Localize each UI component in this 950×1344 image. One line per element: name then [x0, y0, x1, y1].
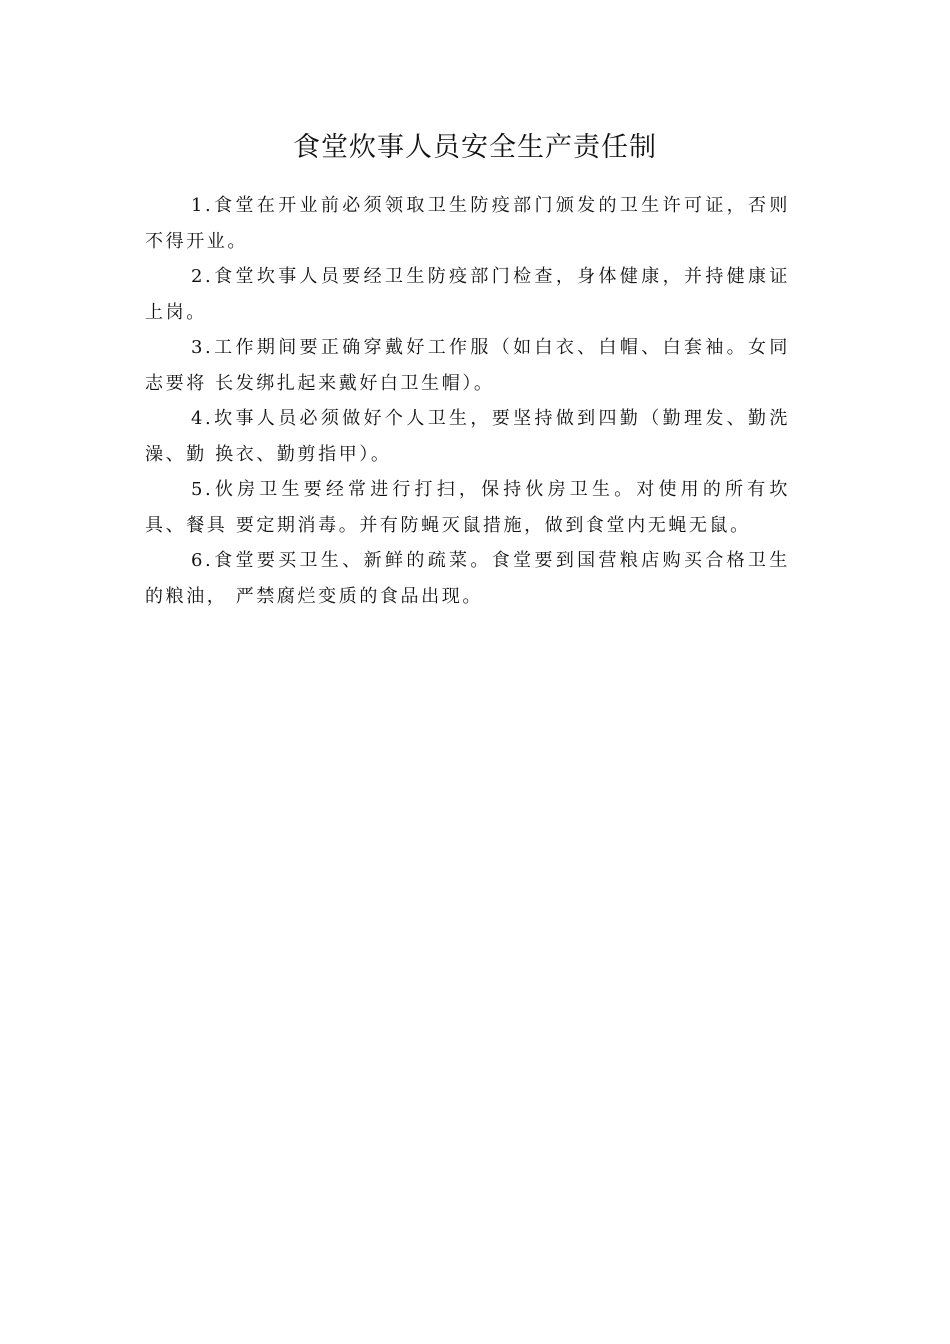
document-body — [145, 188, 790, 614]
document-title: 食堂炊事人员安全生产责任制 — [293, 132, 657, 163]
paragraph-5: 5.伙房卫生要经常进行打扫，保持伙房卫生。对使用的所有坎具、餐具 要定期消毒。并有防蝇灭鼠措施，做到食堂内无蝇无鼠。 — [145, 479, 790, 536]
paragraph-6: 6.食堂要买卫生、新鲜的疏菜。食堂要到国营粮店购买合格卫生的粮油， 严禁腐烂变质的食品出现。 — [145, 550, 790, 607]
paragraph-4: 4.坎事人员必须做好个人卫生，要坚持做到四勤（勤理发、勤洗澡、勤 换衣、勤剪指甲）。 — [145, 408, 790, 465]
paragraph-3: 3.工作期间要正确穿戴好工作服（如白衣、白帽、白套袖。女同志要将 长发绑扎起来戴好白卫生帽）。 — [145, 337, 790, 394]
paragraph-1: 1.食堂在开业前必须领取卫生防疫部门颁发的卫生许可证，否则不得开业。 — [145, 195, 790, 252]
paragraph-2: 2.食堂坎事人员要经卫生防疫部门检查，身体健康，并持健康证上岗。 — [145, 266, 790, 323]
